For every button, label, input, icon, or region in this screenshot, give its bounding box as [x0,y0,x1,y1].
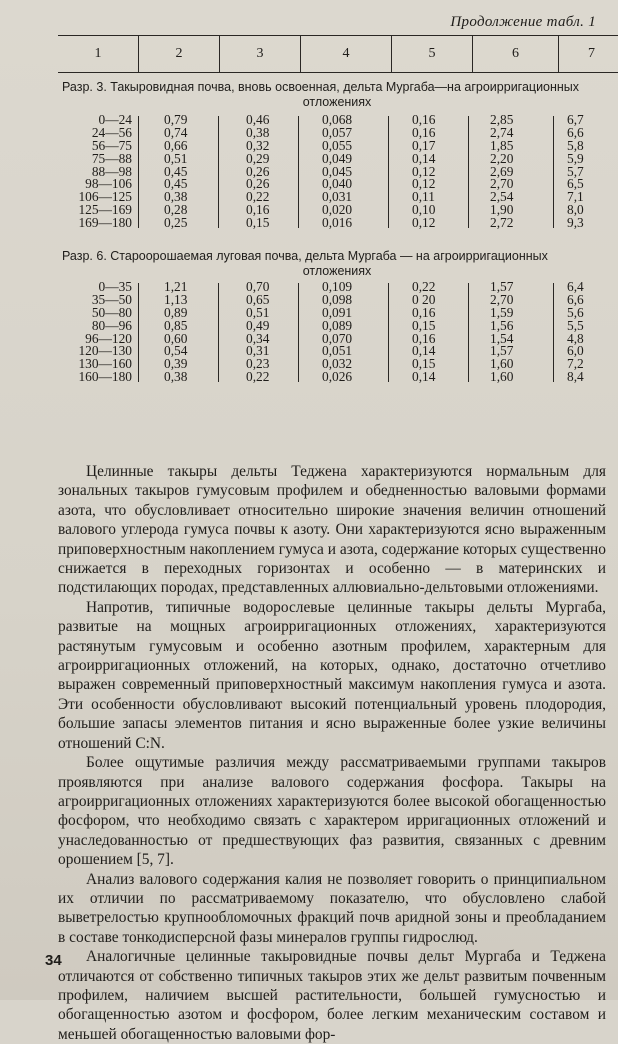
table-cell: 6,7 [567,112,584,127]
table-cell: 0,26 [246,176,270,192]
table-cell: 0,22 [246,189,270,205]
table-cell: 0 20 [412,291,436,307]
table-cell: 0,051 [322,343,353,359]
table-cell: 0,14 [412,343,436,359]
table-cell: 0,79 [164,112,188,127]
table-cell: 6,5 [567,176,584,192]
table-cell: 0,15 [412,356,436,372]
table-cell: 160—180 [78,369,132,385]
table-cell: 125—169 [78,202,132,218]
table-cell: 0,16 [412,330,436,346]
header-col-7: 7 [588,46,595,61]
table-cell: 7,1 [567,189,584,205]
section-title-line: отложениях [302,95,372,109]
table-cell: 0,091 [322,304,353,320]
table-cell: 4,8 [567,330,584,346]
paragraph: Более ощутимые различия между рассматриваемыми группами такыров проявляются при анализе валового содержания фосфора. Такыры на агроирригационных отложениях характеризуются более высокой обогащенностью фосфором, что необходимо связать с характером ирригационных отложений и унаследованностью от предшествующих фаз развития, связанных с древним орошением [5, 7]. [58,754,606,869]
table-cell: 2,20 [490,150,514,166]
table-header-row [58,35,618,73]
table-cell: 1,60 [490,356,514,372]
table-cell: 2,69 [490,163,514,179]
table-cell: 0,016 [322,215,353,231]
table-cell: 0,020 [322,202,353,218]
table-cell: 0,16 [412,304,436,320]
table-cell: 24—56 [91,124,132,140]
table-cell: 0—24 [98,112,132,127]
table-cell: 106—125 [78,189,132,205]
table-cell: 0,14 [412,369,436,385]
paragraph: Напротив, типичные водорослевые целинные такыры дельты Мургаба, развитые на мощных агроирригационных отложениях, характеризуются растянутым гумусовым и особенно азотным профилем, характерным для агроирригационных отложений, на которых, однако, достаточно отчетливо выражен современный приповерхностный максимум накопления гумуса и азота. Эти особенности обусловливают высокий потенциальный уровень плодородия, большие запасы элементов питания и ясно выраженные более узкие величины отношений C:N. [58,598,606,752]
table-cell: 2,70 [490,291,514,307]
section-title-2 [62,249,612,279]
table-cell: 6,4 [567,279,584,294]
header-col-5: 5 [392,36,473,72]
table-cell: 2,85 [490,112,514,127]
table-cell: 0,25 [164,215,188,231]
table-cell: 50—80 [91,304,132,320]
header-col-1: 1 [58,36,139,72]
table-cell: 75—88 [91,150,132,166]
data-table-section-1 [58,114,618,230]
table-cell: 0,38 [246,124,270,140]
data-table-section-2 [58,281,618,384]
table-cell: 2,72 [490,215,514,231]
table-cell: 9,3 [567,215,584,231]
table-cell: 0,12 [412,176,436,192]
table-cell: 0,045 [322,163,353,179]
table-cell: 5,6 [567,304,584,320]
table-cell: 0,070 [322,330,353,346]
table-cell: 35—50 [91,291,132,307]
table-cell: 5,5 [567,317,584,333]
table-cell: 120—130 [78,343,132,359]
table-cell: 0,12 [412,163,436,179]
table-cell: 0,089 [322,317,353,333]
table-cell: 0,70 [246,279,270,294]
table-cell: 1,56 [490,317,514,333]
header-col-4: 4 [301,36,392,72]
table-cell: 0,45 [164,176,188,192]
table-cell: 2,74 [490,124,514,140]
table-cell: 1,90 [490,202,514,218]
table-cell: 0,098 [322,291,353,307]
table-cell: 88—98 [91,163,132,179]
table-cell: 0,89 [164,304,188,320]
table-cell: 5,8 [567,137,584,153]
table-cell: 0,15 [412,317,436,333]
table-cell: 0,66 [164,137,188,153]
table-cell: 0,22 [246,369,270,385]
table-row [58,371,618,384]
table-cell: 0,12 [412,215,436,231]
table-cell: 0,10 [412,202,436,218]
header-col-3: 3 [220,36,301,72]
table-cell: 0,16 [246,202,270,218]
table-cell: 0,34 [246,330,270,346]
table-cell: 0,51 [246,304,270,320]
table-cell: 0,055 [322,137,353,153]
table-cell: 0,29 [246,150,270,166]
table-cell: 1,85 [490,137,514,153]
table-cell: 0,15 [246,215,270,231]
table-cell: 0,032 [322,356,353,372]
table-cell: 0,14 [412,150,436,166]
table-cell: 8,4 [567,369,584,385]
table-cell: 80—96 [91,317,132,333]
table-cell: 6,6 [567,124,584,140]
table-cell: 5,7 [567,163,584,179]
table-cell: 0,39 [164,356,188,372]
table-cell: 0,026 [322,369,353,385]
table-cell: 0,16 [412,112,436,127]
table-cell: 0,28 [164,202,188,218]
table-cell: 0,65 [246,291,270,307]
table-cell: 0,31 [246,343,270,359]
table-cell: 0,49 [246,317,270,333]
section-title-line: Разр. 6. Староорошаемая луговая почва, дельта Мургаба — на агроирригационных [62,249,548,263]
header-col-6: 6 [473,36,559,72]
page-number: 34 [45,952,62,969]
table-cell: 96—120 [85,330,132,346]
table-cell: 0,51 [164,150,188,166]
table-cell: 0,60 [164,330,188,346]
table-continuation-label: Продолжение табл. 1 [450,14,596,30]
paragraph: Аналогичные целинные такыровидные почвы дельт Мургаба и Теджена отличаются от собственно типичных такыров этих же дельт развитым почвенным профилем, наличием высшей растительности, большей гумусностью и обогащенностью азотом и фосфором, более легким механическим составом и меньшей обогащенностью валовыми фор- [58,948,606,1043]
table-cell: 2,54 [490,189,514,205]
paragraph: Целинные такыры дельты Теджена характеризуются нормальным для зональных такыров гумусовым профилем и обедненностью валовыми формами азота, что обусловливает относительно широкие значения величин отношений валового углерода гумуса почвы к азоту. Они характеризуются ясно выраженным приповерхностным накоплением гумуса и азота, содержание которых существенно снижается в переходных горизонтах и особенно — в материнских и подстилающих породах, представленных аллювиально-дельтовыми отложениями. [58,463,606,597]
table-cell: 6,0 [567,343,584,359]
table-cell: 0,38 [164,369,188,385]
table-cell: 0,049 [322,150,353,166]
table-cell: 0,16 [412,124,436,140]
table-cell: 0,057 [322,124,353,140]
paragraph: Анализ валового содержания калия не позволяет говорить о принципиальном их отличии по рассматриваемому показателю, что обусловлено слабой выветрелостью крупнообломочных фракций почв аридной зоны и преобладанием в составе тонкодисперсной фазы минералов группы гидрослюд. [58,870,606,946]
table-cell: 56—75 [91,137,132,153]
table-cell: 0,38 [164,189,188,205]
table-cell: 130—160 [78,356,132,372]
table-cell: 0,46 [246,112,270,127]
table-cell: 8,0 [567,202,584,218]
section-title-1 [62,80,612,110]
table-row [58,217,618,230]
table-cell: 0,22 [412,279,436,294]
table-cell: 0,85 [164,317,188,333]
table-cell: 0,23 [246,356,270,372]
table-cell: 2,70 [490,176,514,192]
table-cell: 0,54 [164,343,188,359]
table-cell: 1,59 [490,304,514,320]
table-cell: 1,57 [490,279,514,294]
table-cell: 1,13 [164,291,188,307]
section-title-line: отложениях [302,264,372,278]
table-cell: 0,031 [322,189,353,205]
table-cell: 1,57 [490,343,514,359]
table-cell: 169—180 [78,215,132,231]
header-col-2: 2 [139,36,220,72]
table-cell: 0,17 [412,137,436,153]
table-cell: 0,11 [412,189,435,205]
table-cell: 0,32 [246,137,270,153]
section-title-line: Разр. 3. Такыровидная почва, вновь освоенная, дельта Мургаба—на агроирригационных [62,80,580,94]
table-cell: 7,2 [567,356,584,372]
table-cell: 0,068 [322,112,353,127]
table-cell: 6,6 [567,291,584,307]
table-cell: 0,109 [322,279,353,294]
body-text [58,462,606,1044]
table-cell: 0,26 [246,163,270,179]
table-cell: 0—35 [98,279,132,294]
table-cell: 0,45 [164,163,188,179]
table-cell: 1,54 [490,330,514,346]
table-cell: 1,21 [164,279,188,294]
table-cell: 5,9 [567,150,584,166]
table-cell: 98—106 [85,176,132,192]
table-cell: 0,74 [164,124,188,140]
table-cell: 1,60 [490,369,514,385]
table-cell: 0,040 [322,176,353,192]
